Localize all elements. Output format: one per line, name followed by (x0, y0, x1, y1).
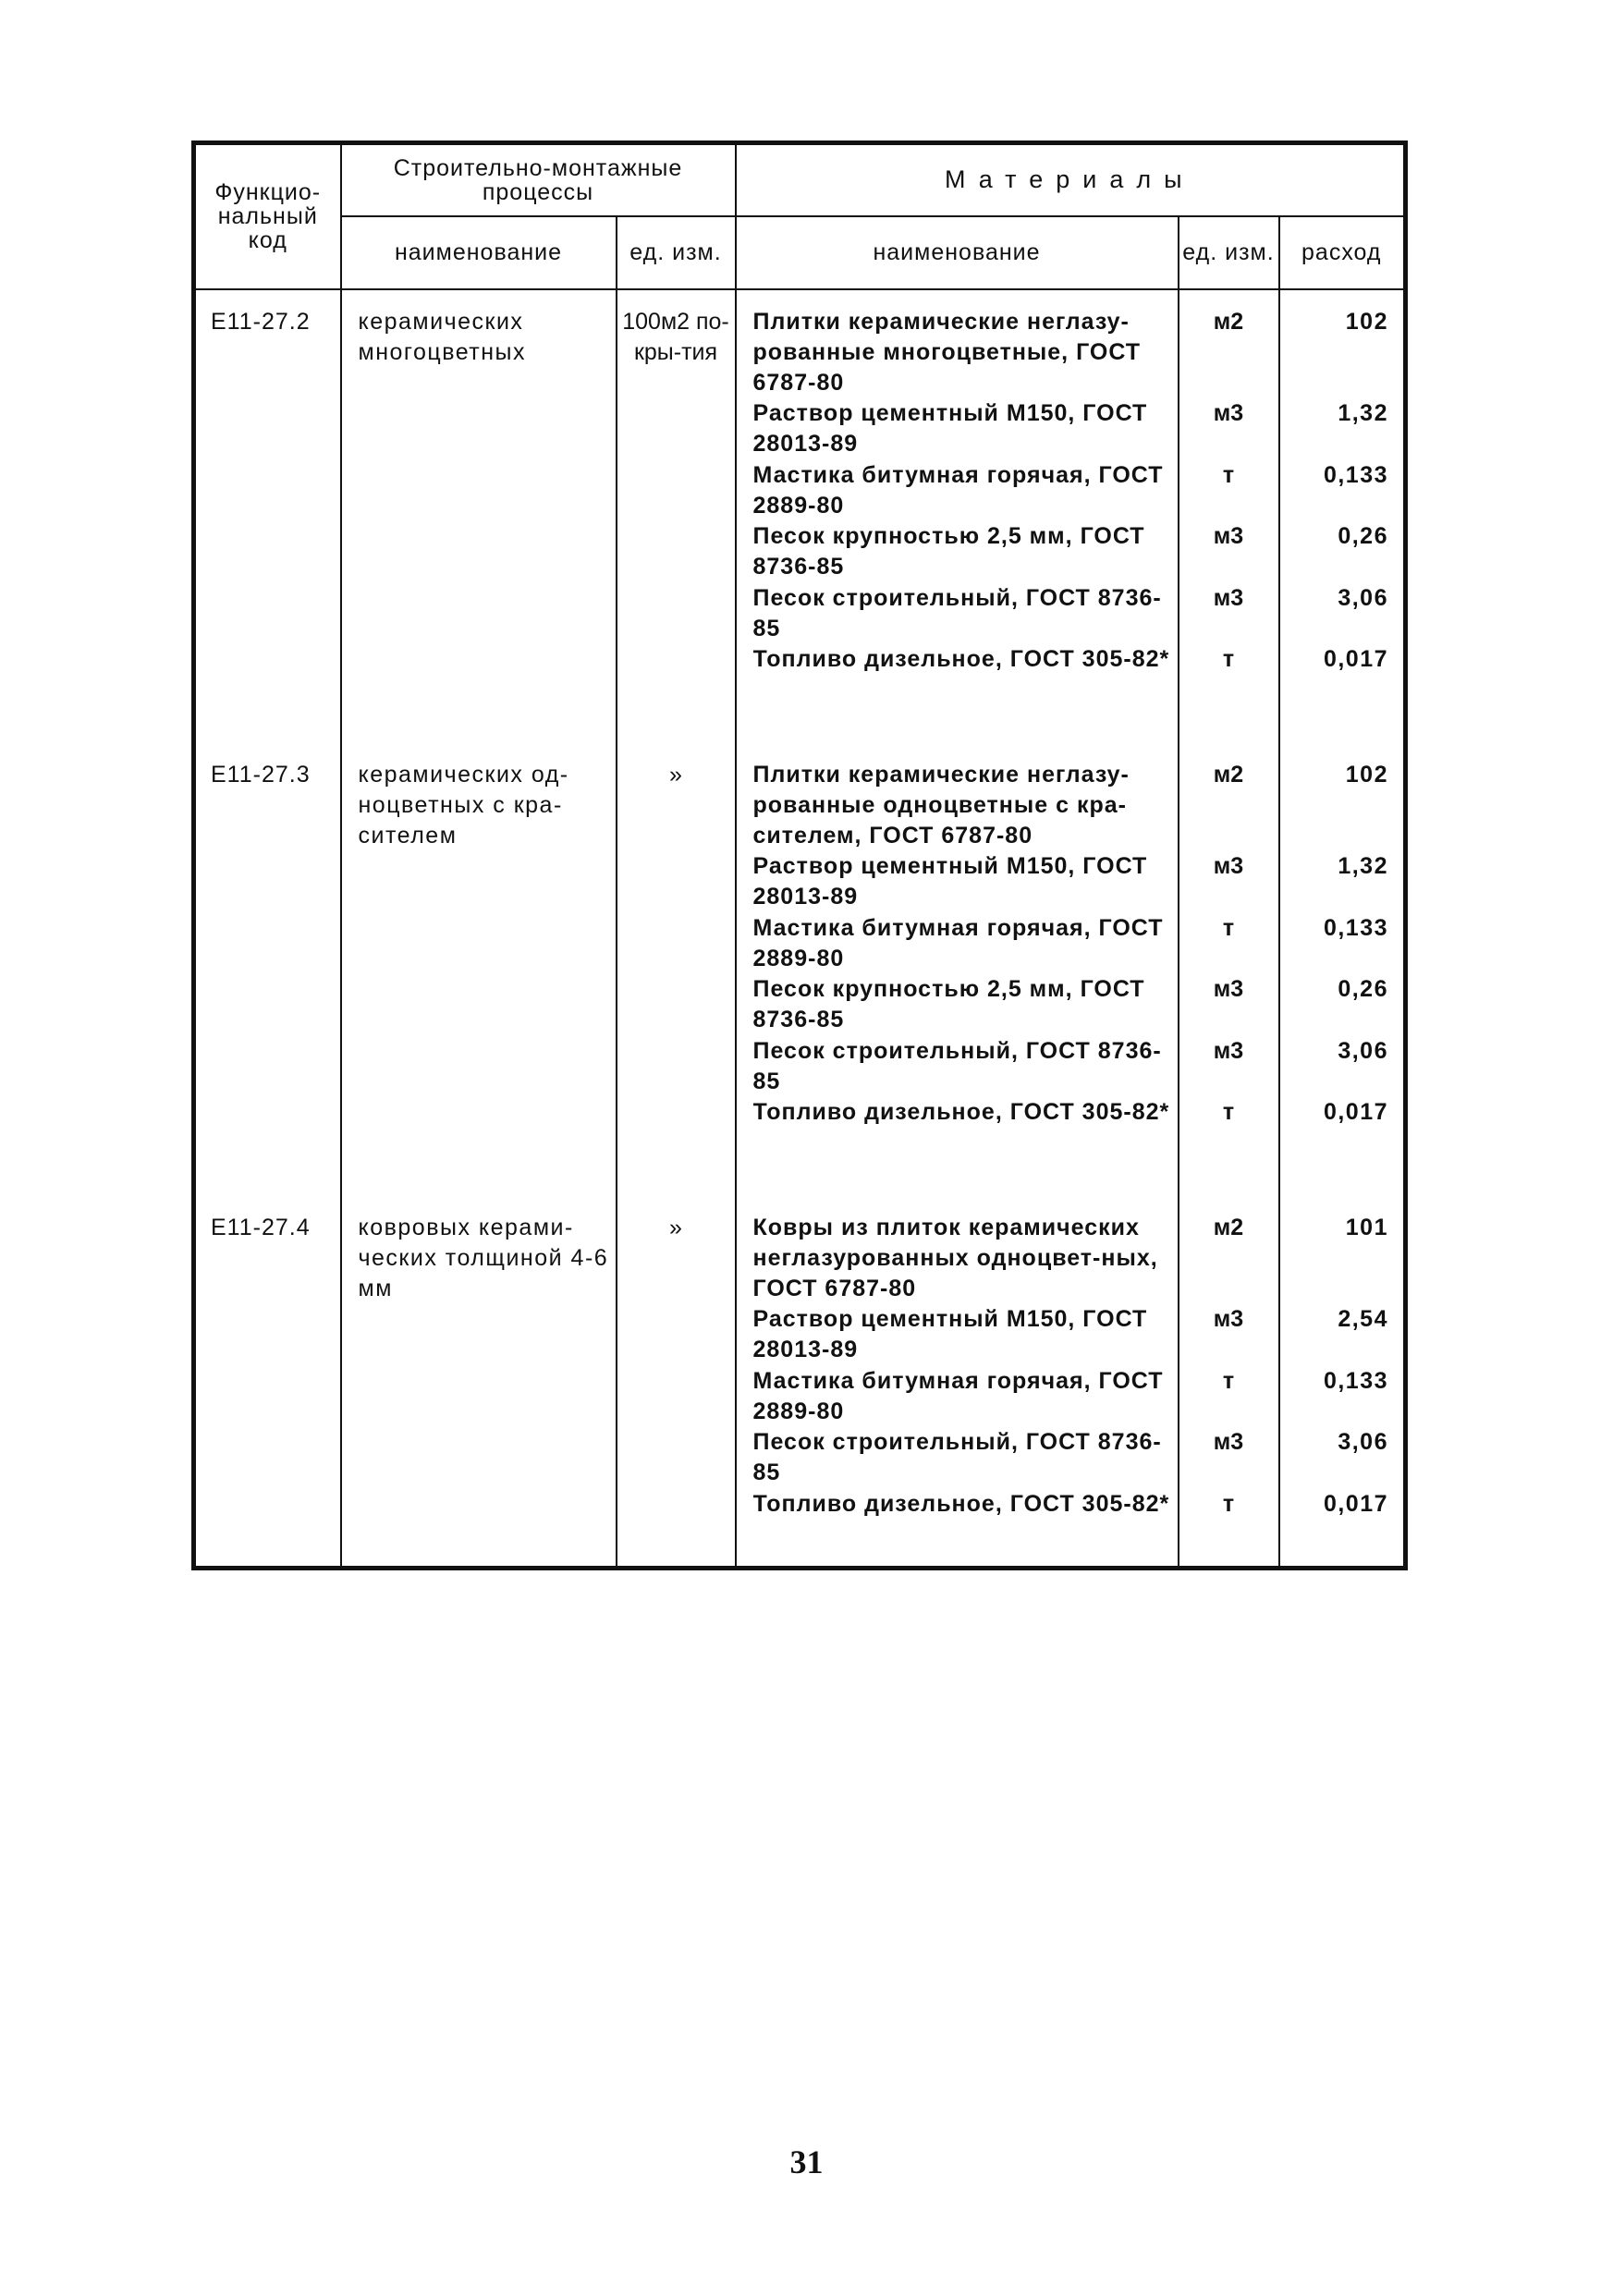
process-unit: 100м2 по-кры-тия (617, 289, 736, 743)
functional-code: Е11-27.2 (194, 289, 341, 743)
material-unit: м3 (1213, 1429, 1244, 1455)
material-name: Мастика битумная горячая, ГОСТ 2889-80 (752, 461, 1164, 519)
material-unit: т (1222, 646, 1235, 672)
material-unit: м2 (1213, 308, 1244, 335)
material-quantities (1279, 1196, 1406, 1569)
material-name: Ковры из плиток керамических неглазурованных одноцвет-ных, ГОСТ 6787-80 (752, 1214, 1158, 1301)
material-name: Песок строительный, ГОСТ 8736-85 (752, 584, 1162, 641)
header-material-unit: ед. изм. (1179, 216, 1279, 289)
materials-table (191, 140, 1408, 1570)
material-unit: м2 (1213, 1214, 1244, 1240)
header-functional-code (194, 143, 341, 289)
header-materials (736, 143, 1406, 216)
material-name: Топливо дизельное, ГОСТ 305-82* (752, 1099, 1170, 1125)
material-unit: м3 (1213, 400, 1244, 426)
material-quantities (1279, 743, 1406, 1196)
page-number: 31 (789, 2143, 824, 2180)
material-names (736, 743, 1179, 1196)
material-units (1179, 289, 1279, 743)
material-name: Плитки керамические неглазу-рованные одноцветные с кра-сителем, ГОСТ 6787-80 (752, 761, 1130, 849)
material-name: Песок строительный, ГОСТ 8736-85 (752, 1037, 1162, 1094)
material-qty: 0,133 (1323, 461, 1388, 488)
material-qty: 0,26 (1338, 523, 1388, 549)
material-qty: 0,017 (1323, 1099, 1388, 1125)
material-unit: т (1222, 1099, 1235, 1125)
material-units (1179, 1196, 1279, 1569)
material-qty: 3,06 (1338, 1037, 1388, 1064)
material-qty: 0,133 (1323, 914, 1388, 941)
material-unit: т (1222, 461, 1235, 488)
material-qty: 2,54 (1338, 1306, 1388, 1332)
material-qty: 3,06 (1338, 584, 1388, 611)
material-unit: м3 (1213, 584, 1244, 611)
material-unit: м3 (1213, 853, 1244, 879)
material-unit: т (1222, 1490, 1235, 1517)
header-material-qty: расход (1279, 216, 1406, 289)
material-unit: м3 (1213, 1037, 1244, 1064)
header-process-name: наименование (341, 216, 617, 289)
material-qty: 102 (1345, 761, 1388, 788)
material-units (1179, 743, 1279, 1196)
process-unit: » (617, 1196, 736, 1569)
material-name: Мастика битумная горячая, ГОСТ 2889-80 (752, 914, 1164, 971)
table-row (194, 743, 1406, 1196)
process-name: ковровых керами-ческих толщиной 4-6 мм (341, 1196, 617, 1569)
material-name: Раствор цементный М150, ГОСТ 28013-89 (752, 400, 1148, 457)
material-qty: 101 (1345, 1214, 1388, 1240)
table-row (194, 289, 1406, 743)
material-name: Топливо дизельное, ГОСТ 305-82* (752, 646, 1170, 672)
material-qty: 1,32 (1338, 853, 1388, 879)
material-qty: 0,133 (1323, 1367, 1388, 1394)
process-name: керамических многоцветных (341, 289, 617, 743)
material-qty: 0,017 (1323, 646, 1388, 672)
functional-code: Е11-27.3 (194, 743, 341, 1196)
material-unit: м3 (1213, 1306, 1244, 1332)
material-name: Топливо дизельное, ГОСТ 305-82* (752, 1490, 1170, 1517)
header-processes-label: Строительно-монтажные процессы (393, 154, 683, 205)
material-unit: т (1222, 914, 1235, 941)
material-name: Песок крупностью 2,5 мм, ГОСТ 8736-85 (752, 523, 1145, 580)
header-processes (341, 143, 736, 216)
header-process-unit: ед. изм. (617, 216, 736, 289)
material-names (736, 289, 1179, 743)
material-qty: 0,26 (1338, 976, 1388, 1002)
material-name: Плитки керамические неглазу-рованные многоцветные, ГОСТ 6787-80 (752, 308, 1142, 396)
material-name: Мастика битумная горячая, ГОСТ 2889-80 (752, 1367, 1164, 1424)
header-materials-label: Материалы (944, 165, 1195, 194)
material-qty: 1,32 (1338, 400, 1388, 426)
table-row (194, 1196, 1406, 1569)
material-name: Раствор цементный М150, ГОСТ 28013-89 (752, 853, 1148, 910)
process-unit: » (617, 743, 736, 1196)
material-qty: 3,06 (1338, 1429, 1388, 1455)
header-material-name: наименование (736, 216, 1179, 289)
material-unit: т (1222, 1367, 1235, 1394)
functional-code: Е11-27.4 (194, 1196, 341, 1569)
material-unit: м3 (1213, 523, 1244, 549)
material-name: Раствор цементный М150, ГОСТ 28013-89 (752, 1306, 1148, 1362)
material-name: Песок крупностью 2,5 мм, ГОСТ 8736-85 (752, 976, 1145, 1032)
material-quantities (1279, 289, 1406, 743)
material-unit: м2 (1213, 761, 1244, 788)
material-names (736, 1196, 1179, 1569)
header-functional-code-label: Функцио-нальный код (214, 179, 322, 254)
material-qty: 102 (1345, 308, 1388, 335)
material-name: Песок строительный, ГОСТ 8736-85 (752, 1429, 1162, 1485)
material-unit: м3 (1213, 976, 1244, 1002)
material-qty: 0,017 (1323, 1490, 1388, 1517)
process-name: керамических од-ноцветных с кра-сителем (341, 743, 617, 1196)
